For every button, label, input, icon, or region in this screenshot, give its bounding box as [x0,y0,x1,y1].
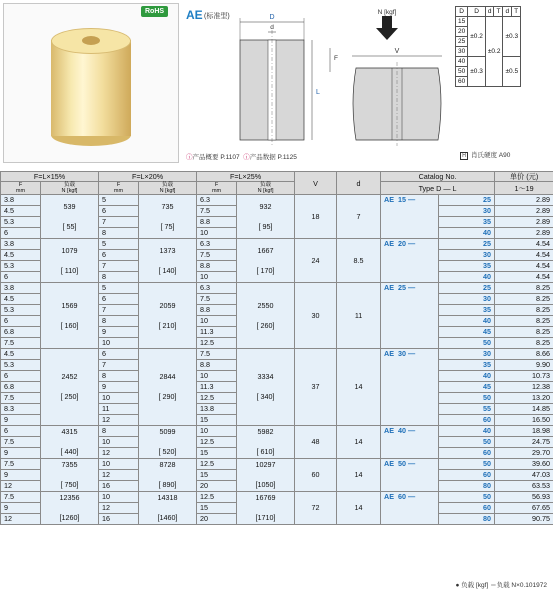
product-header [0,0,553,170]
cell-f20: 16 [99,481,139,492]
cell-f20: 12 [99,415,139,426]
cell-L: 60 [439,415,495,426]
cell-V: 72 [295,492,337,525]
tol-row-15: 15 [456,17,468,27]
table-row [1,492,553,503]
cell-f15: 3.8 [1,283,41,294]
cell-f15: 9 [1,503,41,514]
cell-price: 2.89 [495,195,553,206]
cell-f20: 8 [99,228,139,239]
cell-f25: 7.5 [197,294,237,305]
cell-f15: 6 [1,426,41,437]
reference-links [186,152,297,161]
cell-d: 14 [337,426,381,459]
cell-L: 25 [439,195,495,206]
cell-f25: 15 [197,415,237,426]
cell-n20: 8728 [ 890] [139,459,197,492]
cell-n25: 3334 [ 340] [237,349,295,426]
cell-f15: 5.3 [1,261,41,272]
cell-f15: 9 [1,415,41,426]
cell-L: 30 [439,206,495,217]
cell-f15: 5.3 [1,217,41,228]
label-V: V [394,48,400,55]
sub-catalog-type: Type D — L [381,182,495,195]
cell-f20: 6 [99,294,139,305]
cell-f15: 4.5 [1,250,41,261]
tol-T-a: ±0.3 [503,17,521,57]
cell-n20: 14318 [1460] [139,492,197,525]
cell-price: 90.75 [495,514,553,525]
cell-catalog-type: AE 20 — [381,239,439,283]
cell-f15: 7.5 [1,437,41,448]
sub-F-15: F mm [1,182,41,195]
cell-L: 50 [439,459,495,470]
cell-L: 40 [439,228,495,239]
cell-price: 13.20 [495,393,553,404]
cell-f20: 5 [99,283,139,294]
cell-f25: 8.8 [197,305,237,316]
cell-n20: 1373 [ 140] [139,239,197,283]
cell-f25: 8.8 [197,261,237,272]
cell-f15: 5.3 [1,305,41,316]
cell-f25: 15 [197,470,237,481]
cell-price: 63.53 [495,481,553,492]
cell-f15: 6 [1,228,41,239]
cell-f25: 11.3 [197,382,237,393]
cell-f25: 8.8 [197,217,237,228]
cell-L: 45 [439,382,495,393]
cell-n15: 4315 [ 440] [41,426,99,459]
hardness-icon: H [460,152,468,160]
tol-row-25: 25 [456,37,468,47]
cell-f20: 7 [99,360,139,371]
cell-f25: 7.5 [197,349,237,360]
cell-n25: 1667 [ 170] [237,239,295,283]
cell-f20: 6 [99,250,139,261]
cell-f25: 12.5 [197,338,237,349]
cell-d: 14 [337,492,381,525]
product-photo [3,3,179,163]
tol-head-d: d [485,7,494,17]
col-V: V [295,172,337,195]
cell-f25: 12.5 [197,393,237,404]
cell-f25: 6.3 [197,283,237,294]
tol-row-50: 50 [456,67,468,77]
cell-f25: 12.5 [197,459,237,470]
sub-price-qty: 1～19 [495,182,553,195]
cell-f25: 7.5 [197,250,237,261]
cell-f20: 8 [99,316,139,327]
cell-L: 45 [439,327,495,338]
spec-table [0,171,553,525]
cell-n20: 2844 [ 290] [139,349,197,426]
cell-f15: 7.5 [1,459,41,470]
cell-f20: 6 [99,349,139,360]
cell-f25: 10 [197,228,237,239]
cell-f25: 20 [197,514,237,525]
cell-L: 30 [439,349,495,360]
cell-L: 50 [439,437,495,448]
cell-catalog-type: AE 60 — [381,492,439,525]
tol-head-d2: d [503,7,512,17]
cell-n25: 10297 [1050] [237,459,295,492]
cell-f15: 8.3 [1,404,41,415]
cell-f15: 4.5 [1,349,41,360]
cell-d: 7 [337,195,381,239]
cell-f15: 12 [1,481,41,492]
cell-price: 8.25 [495,327,553,338]
cell-price: 2.89 [495,206,553,217]
col-catalog: Catalog No. [381,172,495,182]
cell-f15: 7.5 [1,338,41,349]
cell-f20: 5 [99,195,139,206]
cell-n25: 16769 [1710] [237,492,295,525]
cell-f20: 10 [99,492,139,503]
cell-f15: 7.5 [1,492,41,503]
cell-f20: 11 [99,404,139,415]
cell-f25: 10 [197,371,237,382]
cell-f20: 6 [99,206,139,217]
spec-table-body [1,195,553,525]
cell-price: 8.66 [495,349,553,360]
group-25: F=L×25% [197,172,295,182]
group-15: F=L×15% [1,172,99,182]
cell-price: 4.54 [495,272,553,283]
cell-f20: 7 [99,305,139,316]
cell-catalog-type: AE 50 — [381,459,439,492]
cell-f20: 12 [99,503,139,514]
cell-L: 40 [439,316,495,327]
cell-price: 9.90 [495,360,553,371]
col-price: 单价 (元) [495,172,553,182]
cell-f20: 8 [99,426,139,437]
cell-V: 48 [295,426,337,459]
cell-V: 37 [295,349,337,426]
cell-f15: 3.8 [1,195,41,206]
cell-price: 12.38 [495,382,553,393]
sub-N-25: 负载 N [kgf] [237,182,295,195]
cell-f20: 16 [99,514,139,525]
tol-d: ±0.2 [485,17,503,87]
cell-f15: 9 [1,448,41,459]
ref-overview[interactable]: 产品概要 [192,154,219,161]
cell-n20: 2059 [ 210] [139,283,197,349]
cell-f15: 6.8 [1,382,41,393]
cell-price: 56.93 [495,492,553,503]
tol-row-40: 40 [456,57,468,67]
cell-L: 55 [439,404,495,415]
cell-n15: 1079 [ 110] [41,239,99,283]
cell-f20: 10 [99,459,139,470]
cell-L: 50 [439,393,495,404]
cell-price: 47.03 [495,470,553,481]
cell-price: 18.98 [495,426,553,437]
cell-f20: 7 [99,217,139,228]
cell-price: 29.70 [495,448,553,459]
product-code: AE [186,8,203,22]
cell-catalog-type: AE 40 — [381,426,439,459]
cell-n20: 5099 [ 520] [139,426,197,459]
cell-f15: 9 [1,470,41,481]
cell-f25: 15 [197,503,237,514]
ref-data[interactable]: 产品数据 [249,154,276,161]
cell-f25: 20 [197,481,237,492]
cell-d: 14 [337,349,381,426]
cell-f15: 12 [1,514,41,525]
cell-f25: 13.8 [197,404,237,415]
rohs-badge: RoHS [141,6,168,17]
cell-n25: 932 [ 95] [237,195,295,239]
cell-L: 25 [439,283,495,294]
info-icon-2: ⓘ [243,154,250,161]
cell-f20: 8 [99,371,139,382]
cell-f15: 6.8 [1,327,41,338]
cell-f20: 5 [99,239,139,250]
cell-n15: 539 [ 55] [41,195,99,239]
cell-f25: 6.3 [197,195,237,206]
cell-f25: 15 [197,448,237,459]
cell-L: 30 [439,294,495,305]
tol-T-b: ±0.5 [503,57,521,87]
cell-f20: 12 [99,448,139,459]
cell-f25: 12.5 [197,492,237,503]
cell-V: 60 [295,459,337,492]
cell-f20: 7 [99,261,139,272]
tol-head-Dtol: D [468,7,486,17]
footnote: ● 负载 [kgf] ＝负载 N×0.101972 [455,582,547,589]
cell-price: 14.85 [495,404,553,415]
tol-D-b: ±0.3 [468,57,486,87]
cell-price: 4.54 [495,239,553,250]
sub-N-15: 负载 N [kgf] [41,182,99,195]
cell-f15: 6 [1,272,41,283]
cell-L: 35 [439,261,495,272]
cell-f20: 9 [99,327,139,338]
table-row [1,195,553,206]
cell-f20: 10 [99,338,139,349]
table-row [1,459,553,470]
cell-f20: 10 [99,393,139,404]
cell-price: 8.25 [495,338,553,349]
cell-price: 4.54 [495,261,553,272]
cell-L: 40 [439,371,495,382]
cell-f20: 10 [99,437,139,448]
label-D: D [269,14,275,21]
cell-L: 35 [439,217,495,228]
cell-price: 8.25 [495,305,553,316]
cell-n15: 7355 [ 750] [41,459,99,492]
cell-price: 67.65 [495,503,553,514]
sub-F-25: F mm [197,182,237,195]
label-N: N [kgf] [377,9,397,16]
cell-V: 30 [295,283,337,349]
cell-L: 25 [439,239,495,250]
cell-catalog-type: AE 15 — [381,195,439,239]
tol-head-D: D [456,7,468,17]
cell-price: 8.25 [495,294,553,305]
cell-d: 11 [337,283,381,349]
cell-price: 16.50 [495,415,553,426]
cell-n20: 735 [ 75] [139,195,197,239]
product-subtitle: (标准型) [204,13,230,20]
cell-price: 2.89 [495,217,553,228]
cell-f25: 11.3 [197,327,237,338]
ref-overview-page[interactable]: P.1107 [220,154,240,161]
cell-f25: 12.5 [197,437,237,448]
table-row [1,239,553,250]
cell-f15: 7.5 [1,393,41,404]
cell-price: 4.54 [495,250,553,261]
cell-L: 40 [439,272,495,283]
cell-n25: 2550 [ 260] [237,283,295,349]
cell-L: 40 [439,426,495,437]
cell-price: 39.60 [495,459,553,470]
table-row [1,349,553,360]
cell-f20: 8 [99,272,139,283]
cell-f15: 4.5 [1,294,41,305]
cell-f25: 6.3 [197,239,237,250]
cell-price: 2.89 [495,228,553,239]
cell-f25: 10 [197,316,237,327]
cell-f25: 7.5 [197,206,237,217]
cell-f25: 10 [197,272,237,283]
label-L: L [316,89,320,96]
tol-head-T2: T [512,7,521,17]
cell-L: 30 [439,250,495,261]
cell-L: 80 [439,481,495,492]
tol-row-20: 20 [456,27,468,37]
cell-L: 35 [439,360,495,371]
cell-f25: 8.8 [197,360,237,371]
tol-head-T: T [494,7,503,17]
cell-f15: 4.5 [1,206,41,217]
cell-V: 18 [295,195,337,239]
ref-data-page[interactable]: P.1125 [277,154,297,161]
label-F: F [334,55,338,62]
info-icon: ⓘ [186,154,193,161]
cell-f20: 12 [99,470,139,481]
cell-catalog-type: AE 25 — [381,283,439,349]
table-row [1,426,553,437]
label-d: d [270,24,274,31]
sub-F-20: F mm [99,182,139,195]
cell-price: 24.75 [495,437,553,448]
cell-price: 10.73 [495,371,553,382]
cell-n25: 5982 [ 610] [237,426,295,459]
tol-D-a: ±0.2 [468,17,486,57]
cell-f15: 3.8 [1,239,41,250]
cell-n15: 1569 [ 160] [41,283,99,349]
cell-d: 14 [337,459,381,492]
cell-price: 8.25 [495,283,553,294]
cell-L: 60 [439,503,495,514]
table-row [1,283,553,294]
cell-f15: 6 [1,316,41,327]
col-d: d [337,172,381,195]
cell-L: 60 [439,448,495,459]
hardness-note: H 肖氏硬度 A90 [460,150,510,160]
tol-row-60: 60 [456,77,468,87]
cell-price: 8.25 [495,316,553,327]
dimension-drawing [232,8,452,148]
cell-f20: 9 [99,382,139,393]
cell-L: 60 [439,470,495,481]
cell-catalog-type: AE 30 — [381,349,439,426]
cylinder-image [51,26,131,146]
tolerance-table [455,6,521,87]
group-20: F=L×20% [99,172,197,182]
cell-V: 24 [295,239,337,283]
cell-f15: 6 [1,371,41,382]
tol-row-30: 30 [456,47,468,57]
cell-n15: 12356 [1260] [41,492,99,525]
cell-L: 50 [439,492,495,503]
cell-L: 50 [439,338,495,349]
cell-n15: 2452 [ 250] [41,349,99,426]
sub-N-20: 负载 N [kgf] [139,182,197,195]
cell-L: 80 [439,514,495,525]
cell-d: 8.5 [337,239,381,283]
cell-f15: 5.3 [1,360,41,371]
cell-L: 35 [439,305,495,316]
cell-f25: 10 [197,426,237,437]
